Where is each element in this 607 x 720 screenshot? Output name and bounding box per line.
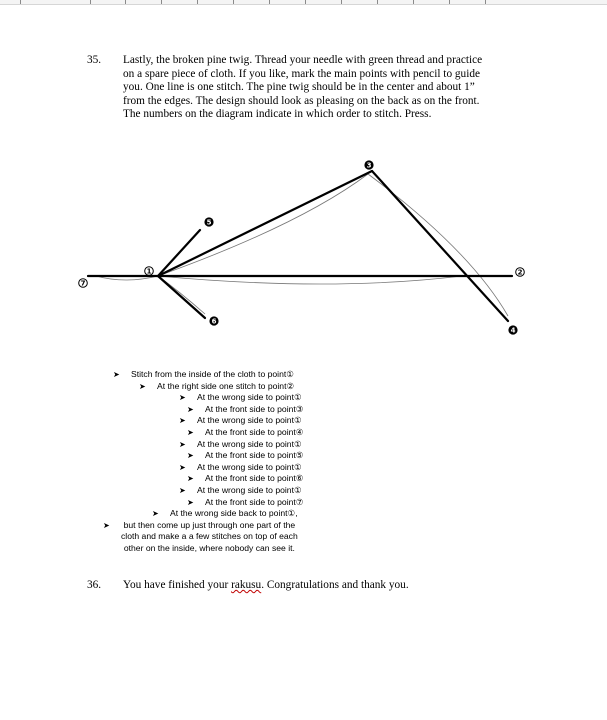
point-4-marker: [508, 325, 517, 334]
arrow-bullet-icon: ➤: [187, 497, 194, 507]
arrow-bullet-icon: ➤: [187, 428, 194, 437]
arrow-bullet-icon: ➤: [139, 381, 146, 391]
step-35-line: The numbers on the diagram indicate in which order to stitch. Press.: [123, 108, 432, 121]
arrow-bullet-icon: ➤: [103, 520, 110, 530]
misspelled-word: rakusu: [231, 579, 262, 591]
stitch-to-point-5: [158, 230, 200, 276]
step-36-text: You have finished your rakusu. Congratulations and thank you.: [123, 579, 409, 591]
last-item-line: cloth and make a a few stitches on top of each: [121, 531, 298, 542]
list-item: ➤ At the front side to point⑥: [187, 473, 304, 484]
point-7-marker: [79, 279, 88, 288]
list-item: ➤ Stitch from the inside of the cloth to point①: [113, 369, 294, 379]
step-35-line: on a spare piece of cloth. If you like, mark the main points with pencil to guide: [123, 67, 481, 80]
list-item: ➤ At the wrong side to point①: [179, 461, 302, 472]
back-line: [158, 276, 462, 284]
step-35-number: 35.: [87, 54, 102, 66]
arrow-bullet-icon: ➤: [152, 509, 159, 519]
svg-text:1: 1: [146, 267, 152, 276]
list-item: [103, 519, 298, 555]
svg-text:2: 2: [517, 268, 523, 277]
point-markers: [79, 160, 525, 334]
arrow-bullet-icon: ➤: [179, 416, 186, 426]
stitch-to-point-3: [158, 171, 372, 276]
point-5-marker: [204, 217, 213, 226]
stitch-to-point-4: [372, 171, 508, 321]
last-item-line: other on the inside, where nobody can see it.: [123, 542, 295, 553]
step-36-number: 36.: [87, 579, 102, 591]
list-item: ➤ At the wrong side to point①: [179, 438, 302, 449]
step-35-line: Lastly, the broken pine twig. Thread your needle with green thread and practice: [123, 54, 483, 66]
back-stitch-lines: [96, 174, 508, 316]
list-item: ➤ At the front side to point④: [187, 427, 304, 437]
arrow-bullet-icon: ➤: [187, 404, 194, 414]
arrow-bullet-icon: ➤: [179, 462, 186, 472]
arrow-bullet-icon: ➤: [113, 370, 120, 379]
last-item-line: but then come up just through one part of the: [123, 519, 296, 530]
step-35-line: from the edges. The design should look as pleasing on the back as on the front.: [123, 94, 480, 107]
point-1-marker: [145, 267, 154, 276]
list-item: ➤ At the wrong side to point①: [179, 415, 302, 426]
list-item: ➤ At the wrong side to point①: [179, 392, 302, 403]
point-6-marker: [209, 316, 218, 325]
arrow-bullet-icon: ➤: [187, 451, 194, 461]
list-item: ➤ At the right side one stitch to point②: [139, 380, 295, 391]
front-stitch-lines: [88, 171, 512, 321]
svg-text:5: 5: [206, 218, 212, 227]
list-item: ➤ At the wrong side back to point①,: [152, 508, 298, 519]
svg-text:4: 4: [510, 326, 516, 335]
list-item: ➤ At the front side to point⑦: [187, 496, 304, 507]
arrow-bullet-icon: ➤: [179, 393, 186, 403]
arrow-bullet-icon: ➤: [179, 439, 186, 449]
list-item: ➤ At the wrong side to point①: [179, 485, 302, 495]
arrow-bullet-icon: ➤: [187, 474, 194, 484]
stitch-to-point-6: [158, 276, 205, 318]
svg-text:7: 7: [80, 279, 86, 288]
point-2-marker: [516, 268, 525, 277]
step-35-line: you. One line is one stitch. The pine twig should be in the center and about 1”: [123, 81, 475, 94]
svg-text:6: 6: [211, 317, 217, 326]
arrow-bullet-icon: ➤: [179, 486, 186, 495]
svg-text:3: 3: [366, 161, 372, 170]
list-item: ➤ At the front side to point③: [187, 403, 304, 414]
list-item: ➤ At the front side to point⑤: [187, 450, 304, 461]
point-3-marker: [364, 160, 373, 169]
